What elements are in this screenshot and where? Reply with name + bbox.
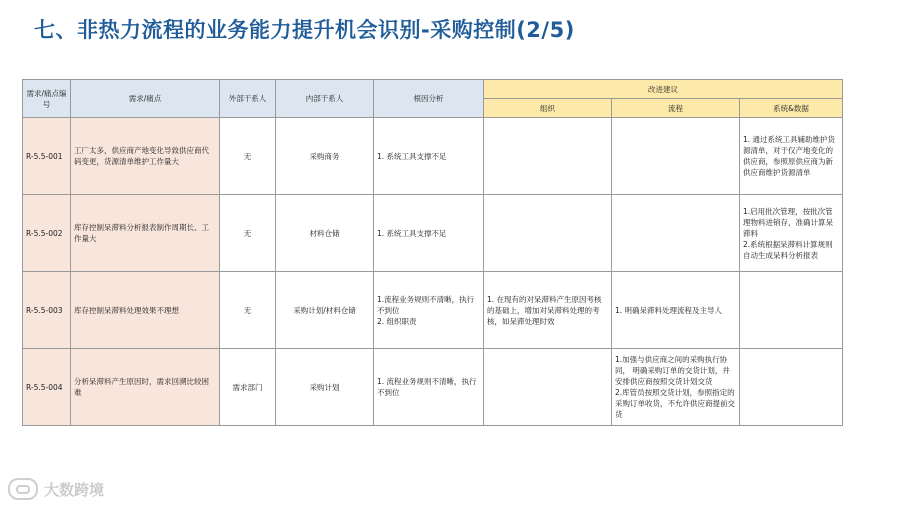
row-pain: 库存控制呆滞料处理效果不理想 — [71, 272, 220, 349]
row-internal: 采购商务 — [276, 118, 374, 195]
header-pain: 需求/痛点 — [71, 80, 220, 118]
row-internal: 采购计划 — [276, 349, 374, 426]
row-external: 无 — [220, 118, 276, 195]
header-process: 流程 — [612, 99, 740, 118]
header-improvement: 改进建议 — [484, 80, 843, 99]
table-row — [23, 349, 843, 426]
row-id: R-5.5-001 — [23, 118, 71, 195]
row-external: 无 — [220, 195, 276, 272]
row-process — [612, 118, 740, 195]
header-external: 外部干系人 — [220, 80, 276, 118]
header-id: 需求/痛点编号 — [23, 80, 71, 118]
row-org — [484, 349, 612, 426]
row-id: R-5.5-002 — [23, 195, 71, 272]
row-system: 1.启用批次管理，按批次管理物料进销存，准确计算呆滞料 2.系统根据呆滞料计算规则自动生成呆料分析报表 — [740, 195, 843, 272]
row-root-cause: 1. 系统工具支撑不足 — [374, 118, 484, 195]
row-process: 1.加强与供应商之间的采购执行协同， 明确采购订单的交货计划，并安排供应商按照交货计划交货 2.库管员按照交货计划，参照指定的采购订单收货，不允许供应商提前交货 — [612, 349, 740, 426]
row-root-cause: 1. 系统工具支撑不足 — [374, 195, 484, 272]
table-row — [23, 272, 843, 349]
table-row — [23, 118, 843, 195]
requirements-table — [22, 79, 843, 426]
header-internal: 内部干系人 — [276, 80, 374, 118]
row-process — [612, 195, 740, 272]
row-process: 1. 明确呆滞料处理流程及主导人 — [612, 272, 740, 349]
row-system — [740, 272, 843, 349]
row-system: 1. 通过系统工具辅助维护货源清单，对于仅产地变化的供应商，参照原供应商为新供应商维护货源清单 — [740, 118, 843, 195]
row-org: 1. 在现有的对呆滞料产生原因考核的基础上，增加对呆滞料处理的考核，如呆滞处理时效 — [484, 272, 612, 349]
logo-icon — [8, 478, 38, 500]
row-system — [740, 349, 843, 426]
table-row — [23, 195, 843, 272]
header-system: 系统&数据 — [740, 99, 843, 118]
row-external: 需求部门 — [220, 349, 276, 426]
row-pain: 分析呆滞料产生原因时，需求回溯比较困难 — [71, 349, 220, 426]
row-pain: 库存控制呆滞料分析报表制作周期长、工作量大 — [71, 195, 220, 272]
row-org — [484, 195, 612, 272]
row-internal: 材料仓储 — [276, 195, 374, 272]
row-id: R-5.5-003 — [23, 272, 71, 349]
page-title: 七、非热力流程的业务能力提升机会识别-采购控制(2/5) — [34, 18, 575, 42]
row-external: 无 — [220, 272, 276, 349]
row-id: R-5.5-004 — [23, 349, 71, 426]
watermark — [8, 478, 104, 500]
row-internal: 采购计划/材料仓储 — [276, 272, 374, 349]
row-pain: 工厂太多，供应商产地变化导致供应商代码变更，货源清单维护工作量大 — [71, 118, 220, 195]
row-root-cause: 1. 流程业务规则不清晰，执行不到位 — [374, 349, 484, 426]
header-org: 组织 — [484, 99, 612, 118]
row-org — [484, 118, 612, 195]
header-root-cause: 根因分析 — [374, 80, 484, 118]
watermark-text: 大数跨境 — [44, 480, 105, 499]
row-root-cause: 1.流程业务规则不清晰，执行不到位 2. 组织职责 — [374, 272, 484, 349]
